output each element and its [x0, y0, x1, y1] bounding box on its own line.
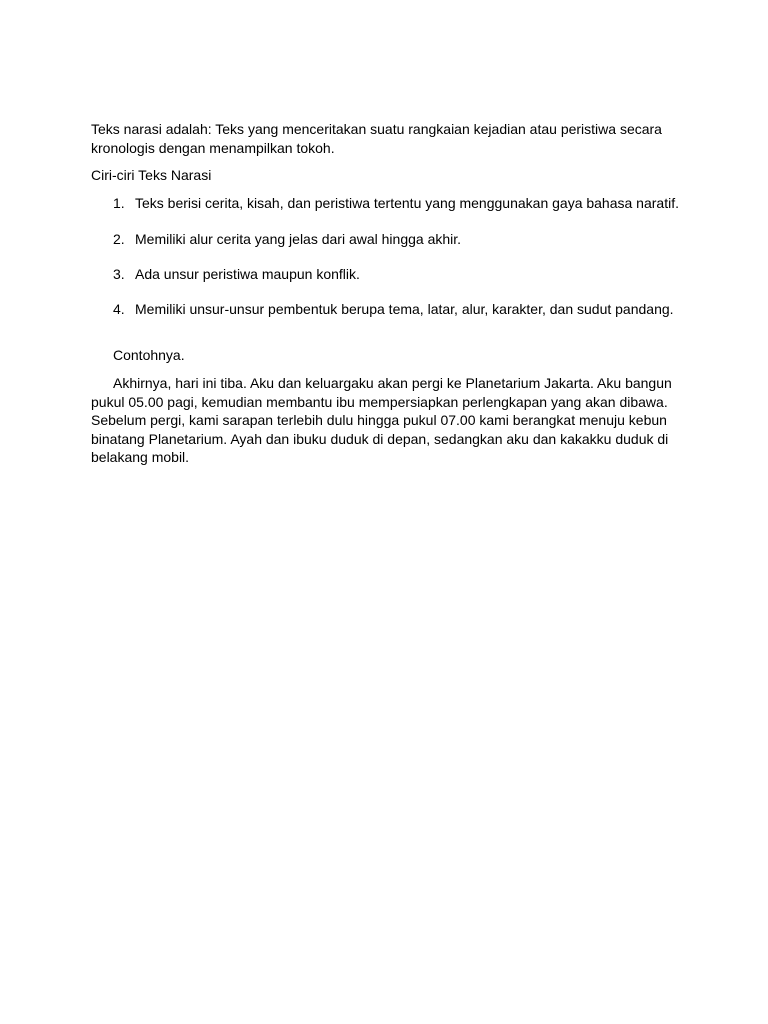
list-text: Memiliki alur cerita yang jelas dari awal hingga akhir. [135, 231, 462, 247]
list-number: 1. [113, 195, 125, 211]
section-heading: Ciri-ciri Teks Narasi [91, 167, 212, 183]
intro-line: Teks narasi adalah: Teks yang menceritakan suatu rangkaian kejadian atau peristiwa secara [91, 121, 662, 137]
list-number: 3. [113, 266, 125, 282]
example-line: Sebelum pergi, kami sarapan terlebih dulu hingga pukul 07.00 kami berangkat menuju kebun [91, 412, 667, 428]
example-label: Contohnya. [113, 347, 185, 363]
list-text: Ada unsur peristiwa maupun konflik. [135, 266, 360, 282]
intro-line: kronologis dengan menampilkan tokoh. [91, 139, 335, 156]
list-text: Memiliki unsur-unsur pembentuk berupa tema, latar, alur, karakter, dan sudut pandang. [135, 301, 674, 317]
intro-paragraph [91, 120, 691, 157]
example-paragraph [91, 374, 681, 467]
example-line: pukul 05.00 pagi, kemudian membantu ibu mempersiapkan perlengkapan yang akan dibawa. [91, 393, 668, 410]
list-number: 2. [113, 231, 125, 247]
example-line: Akhirnya, hari ini tiba. Aku dan keluargaku akan pergi ke Planetarium Jakarta. Aku bangun [113, 375, 672, 391]
example-line: binatang Planetarium. Ayah dan ibuku duduk di depan, sedangkan aku dan kakakku duduk di [91, 430, 669, 447]
example-line: belakang mobil. [91, 449, 190, 465]
list-number: 4. [113, 301, 125, 317]
list-text: Teks berisi cerita, kisah, dan peristiwa tertentu yang menggunakan gaya bahasa naratif. [135, 195, 679, 211]
